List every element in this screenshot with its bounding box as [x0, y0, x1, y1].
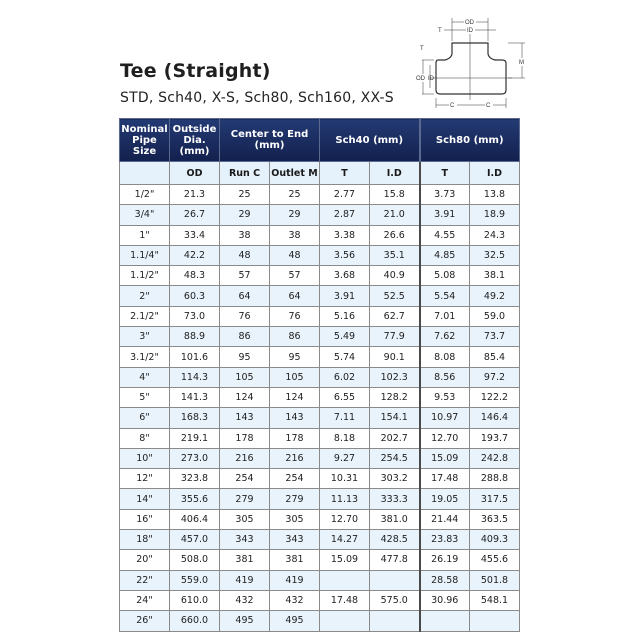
cell-nominal-size: 1.1/2" [120, 266, 170, 286]
cell-sch80-t: 26.19 [420, 550, 470, 570]
cell-nominal-size: 5" [120, 387, 170, 407]
header-sch40: Sch40 (mm) [320, 119, 420, 162]
diagram-label-od-top: OD [465, 20, 474, 26]
cell-nominal-size: 3" [120, 327, 170, 347]
cell-od: 610.0 [170, 590, 220, 610]
table-row [120, 205, 520, 225]
cell-sch80-t: 4.55 [420, 225, 470, 245]
table-row [120, 448, 520, 468]
cell-run-c: 86 [220, 327, 270, 347]
cell-outlet-m: 343 [270, 530, 320, 550]
cell-sch80-t: 5.08 [420, 266, 470, 286]
sub-header-sch80-t: T [420, 162, 470, 185]
cell-outlet-m: 432 [270, 590, 320, 610]
cell-od: 88.9 [170, 327, 220, 347]
cell-sch80-id: 193.7 [470, 428, 520, 448]
cell-sch80-id: 242.8 [470, 448, 520, 468]
cell-sch40-t: 3.91 [320, 286, 370, 306]
cell-sch40-id: 128.2 [370, 387, 420, 407]
cell-sch80-id: 317.5 [470, 489, 520, 509]
cell-run-c: 38 [220, 225, 270, 245]
cell-run-c: 143 [220, 408, 270, 428]
sub-header-od: OD [170, 162, 220, 185]
sub-header-sch80-id: I.D [470, 162, 520, 185]
cell-sch80-id: 288.8 [470, 469, 520, 489]
header-center-to-end: Center to End (mm) [220, 119, 320, 162]
diagram-label-id-top: ID [467, 28, 473, 34]
table-row [120, 225, 520, 245]
table-row [120, 570, 520, 590]
cell-outlet-m: 86 [270, 327, 320, 347]
cell-sch80-id: 548.1 [470, 590, 520, 610]
cell-od: 406.4 [170, 509, 220, 529]
cell-nominal-size: 20" [120, 550, 170, 570]
cell-sch40-t: 8.18 [320, 428, 370, 448]
table-row [120, 387, 520, 407]
cell-nominal-size: 2" [120, 286, 170, 306]
cell-sch40-t: 5.49 [320, 327, 370, 347]
cell-outlet-m: 95 [270, 347, 320, 367]
cell-sch40-t: 10.31 [320, 469, 370, 489]
table-row [120, 509, 520, 529]
cell-sch40-id: 477.8 [370, 550, 420, 570]
cell-sch40-id: 333.3 [370, 489, 420, 509]
sub-header-blank [120, 162, 170, 185]
diagram-label-m: M [519, 60, 524, 66]
cell-sch40-t [320, 611, 370, 631]
cell-sch80-t: 30.96 [420, 590, 470, 610]
cell-nominal-size: 22" [120, 570, 170, 590]
cell-od: 559.0 [170, 570, 220, 590]
table-row [120, 245, 520, 265]
cell-sch40-id: 303.2 [370, 469, 420, 489]
cell-sch40-id: 62.7 [370, 306, 420, 326]
cell-sch80-t: 8.56 [420, 367, 470, 387]
cell-sch40-id: 52.5 [370, 286, 420, 306]
cell-sch80-id: 49.2 [470, 286, 520, 306]
cell-outlet-m: 29 [270, 205, 320, 225]
cell-sch80-t: 12.70 [420, 428, 470, 448]
cell-outlet-m: 279 [270, 489, 320, 509]
cell-od: 42.2 [170, 245, 220, 265]
table-row [120, 611, 520, 631]
cell-od: 457.0 [170, 530, 220, 550]
sub-header-sch40-t: T [320, 162, 370, 185]
cell-sch40-id: 154.1 [370, 408, 420, 428]
cell-sch80-t [420, 611, 470, 631]
cell-od: 33.4 [170, 225, 220, 245]
cell-od: 73.0 [170, 306, 220, 326]
table-row [120, 590, 520, 610]
cell-sch40-t [320, 570, 370, 590]
cell-od: 141.3 [170, 387, 220, 407]
cell-run-c: 76 [220, 306, 270, 326]
cell-run-c: 381 [220, 550, 270, 570]
cell-run-c: 64 [220, 286, 270, 306]
cell-sch80-t: 9.53 [420, 387, 470, 407]
cell-run-c: 48 [220, 245, 270, 265]
cell-nominal-size: 6" [120, 408, 170, 428]
cell-run-c: 432 [220, 590, 270, 610]
cell-sch80-t: 19.05 [420, 489, 470, 509]
cell-sch80-id: 38.1 [470, 266, 520, 286]
cell-outlet-m: 495 [270, 611, 320, 631]
cell-od: 114.3 [170, 367, 220, 387]
cell-sch80-id [470, 611, 520, 631]
table-row [120, 306, 520, 326]
cell-od: 355.6 [170, 489, 220, 509]
cell-sch80-t: 17.48 [420, 469, 470, 489]
cell-sch40-t: 2.87 [320, 205, 370, 225]
cell-sch40-t: 2.77 [320, 185, 370, 205]
table-row [120, 408, 520, 428]
cell-run-c: 495 [220, 611, 270, 631]
cell-nominal-size: 10" [120, 448, 170, 468]
cell-sch80-id: 455.6 [470, 550, 520, 570]
cell-sch40-t: 3.56 [320, 245, 370, 265]
cell-sch40-id: 77.9 [370, 327, 420, 347]
cell-sch80-id: 24.3 [470, 225, 520, 245]
cell-sch40-id: 21.0 [370, 205, 420, 225]
cell-sch80-id: 146.4 [470, 408, 520, 428]
cell-sch40-t: 5.74 [320, 347, 370, 367]
header-sch80: Sch80 (mm) [420, 119, 520, 162]
cell-od: 101.6 [170, 347, 220, 367]
cell-sch40-t: 7.11 [320, 408, 370, 428]
cell-outlet-m: 124 [270, 387, 320, 407]
cell-sch80-id: 59.0 [470, 306, 520, 326]
cell-sch40-id: 26.6 [370, 225, 420, 245]
sub-header-outlet-m: Outlet M [270, 162, 320, 185]
diagram-label-id-side: ID [428, 76, 434, 82]
cell-run-c: 57 [220, 266, 270, 286]
cell-sch40-t: 17.48 [320, 590, 370, 610]
cell-sch80-id: 97.2 [470, 367, 520, 387]
cell-nominal-size: 4" [120, 367, 170, 387]
cell-outlet-m: 38 [270, 225, 320, 245]
cell-nominal-size: 1.1/4" [120, 245, 170, 265]
cell-run-c: 95 [220, 347, 270, 367]
cell-sch40-t: 6.55 [320, 387, 370, 407]
cell-outlet-m: 419 [270, 570, 320, 590]
cell-sch40-id: 35.1 [370, 245, 420, 265]
cell-sch40-id: 428.5 [370, 530, 420, 550]
sub-header-run-c: Run C [220, 162, 270, 185]
header-outside-diameter: Outside Dia. (mm) [170, 119, 220, 162]
diagram-label-t-side: T [420, 46, 424, 52]
cell-nominal-size: 8" [120, 428, 170, 448]
cell-od: 273.0 [170, 448, 220, 468]
cell-run-c: 25 [220, 185, 270, 205]
cell-nominal-size: 14" [120, 489, 170, 509]
cell-nominal-size: 12" [120, 469, 170, 489]
cell-run-c: 178 [220, 428, 270, 448]
cell-run-c: 279 [220, 489, 270, 509]
cell-sch40-id [370, 570, 420, 590]
cell-outlet-m: 381 [270, 550, 320, 570]
cell-sch80-id: 85.4 [470, 347, 520, 367]
cell-outlet-m: 48 [270, 245, 320, 265]
cell-sch40-id: 15.8 [370, 185, 420, 205]
cell-sch80-id: 363.5 [470, 509, 520, 529]
cell-sch40-id: 254.5 [370, 448, 420, 468]
cell-od: 26.7 [170, 205, 220, 225]
diagram-label-c-right: C [486, 103, 491, 109]
tee-dimensions-table [119, 118, 520, 632]
cell-sch40-id: 102.3 [370, 367, 420, 387]
cell-outlet-m: 64 [270, 286, 320, 306]
cell-outlet-m: 254 [270, 469, 320, 489]
cell-sch40-id [370, 611, 420, 631]
tee-diagram-icon [400, 8, 535, 113]
cell-outlet-m: 105 [270, 367, 320, 387]
cell-run-c: 105 [220, 367, 270, 387]
cell-sch80-id: 32.5 [470, 245, 520, 265]
table-row [120, 367, 520, 387]
cell-sch80-t: 10.97 [420, 408, 470, 428]
table-row [120, 469, 520, 489]
cell-od: 168.3 [170, 408, 220, 428]
cell-od: 660.0 [170, 611, 220, 631]
table-row [120, 530, 520, 550]
cell-nominal-size: 16" [120, 509, 170, 529]
cell-sch40-t: 12.70 [320, 509, 370, 529]
cell-run-c: 343 [220, 530, 270, 550]
cell-sch40-id: 381.0 [370, 509, 420, 529]
cell-run-c: 216 [220, 448, 270, 468]
table-row [120, 489, 520, 509]
cell-nominal-size: 24" [120, 590, 170, 610]
table-row [120, 327, 520, 347]
cell-outlet-m: 76 [270, 306, 320, 326]
cell-sch40-t: 5.16 [320, 306, 370, 326]
diagram-label-od-side: OD [416, 76, 425, 82]
cell-sch40-t: 3.68 [320, 266, 370, 286]
cell-run-c: 254 [220, 469, 270, 489]
cell-sch80-id: 409.3 [470, 530, 520, 550]
table-row [120, 347, 520, 367]
diagram-label-t-top: T [438, 28, 442, 34]
cell-sch80-id: 18.9 [470, 205, 520, 225]
cell-outlet-m: 143 [270, 408, 320, 428]
table-row [120, 428, 520, 448]
cell-sch80-t: 3.73 [420, 185, 470, 205]
cell-od: 21.3 [170, 185, 220, 205]
cell-sch80-t: 4.85 [420, 245, 470, 265]
cell-sch40-t: 14.27 [320, 530, 370, 550]
cell-outlet-m: 216 [270, 448, 320, 468]
cell-sch80-id: 122.2 [470, 387, 520, 407]
cell-od: 508.0 [170, 550, 220, 570]
cell-sch40-t: 6.02 [320, 367, 370, 387]
cell-sch80-t: 5.54 [420, 286, 470, 306]
cell-sch80-id: 13.8 [470, 185, 520, 205]
cell-outlet-m: 178 [270, 428, 320, 448]
cell-sch40-id: 90.1 [370, 347, 420, 367]
cell-outlet-m: 25 [270, 185, 320, 205]
cell-outlet-m: 57 [270, 266, 320, 286]
cell-nominal-size: 18" [120, 530, 170, 550]
cell-sch40-t: 3.38 [320, 225, 370, 245]
header-nominal-pipe-size: Nominal Pipe Size [120, 119, 170, 162]
page-title: Tee (Straight) [120, 60, 271, 82]
cell-run-c: 29 [220, 205, 270, 225]
cell-sch80-t: 7.01 [420, 306, 470, 326]
cell-sch80-id: 73.7 [470, 327, 520, 347]
cell-nominal-size: 1/2" [120, 185, 170, 205]
cell-nominal-size: 3/4" [120, 205, 170, 225]
table-row [120, 185, 520, 205]
cell-sch80-t: 28.58 [420, 570, 470, 590]
cell-sch80-t: 23.83 [420, 530, 470, 550]
diagram-label-c-left: C [450, 103, 455, 109]
sub-header-sch40-id: I.D [370, 162, 420, 185]
cell-nominal-size: 3.1/2" [120, 347, 170, 367]
cell-nominal-size: 2.1/2" [120, 306, 170, 326]
page-subtitle: STD, Sch40, X-S, Sch80, Sch160, XX-S [120, 90, 394, 106]
cell-sch40-id: 40.9 [370, 266, 420, 286]
table-row [120, 266, 520, 286]
cell-od: 219.1 [170, 428, 220, 448]
cell-outlet-m: 305 [270, 509, 320, 529]
cell-sch80-t: 21.44 [420, 509, 470, 529]
cell-sch40-t: 9.27 [320, 448, 370, 468]
cell-nominal-size: 1" [120, 225, 170, 245]
cell-sch40-id: 202.7 [370, 428, 420, 448]
cell-od: 323.8 [170, 469, 220, 489]
cell-sch40-id: 575.0 [370, 590, 420, 610]
cell-sch80-t: 8.08 [420, 347, 470, 367]
cell-od: 60.3 [170, 286, 220, 306]
table-row [120, 286, 520, 306]
cell-nominal-size: 26" [120, 611, 170, 631]
cell-sch40-t: 15.09 [320, 550, 370, 570]
cell-run-c: 419 [220, 570, 270, 590]
cell-sch80-t: 7.62 [420, 327, 470, 347]
table-row [120, 550, 520, 570]
cell-sch80-t: 3.91 [420, 205, 470, 225]
cell-run-c: 305 [220, 509, 270, 529]
cell-sch80-id: 501.8 [470, 570, 520, 590]
cell-sch80-t: 15.09 [420, 448, 470, 468]
cell-sch40-t: 11.13 [320, 489, 370, 509]
cell-run-c: 124 [220, 387, 270, 407]
cell-od: 48.3 [170, 266, 220, 286]
